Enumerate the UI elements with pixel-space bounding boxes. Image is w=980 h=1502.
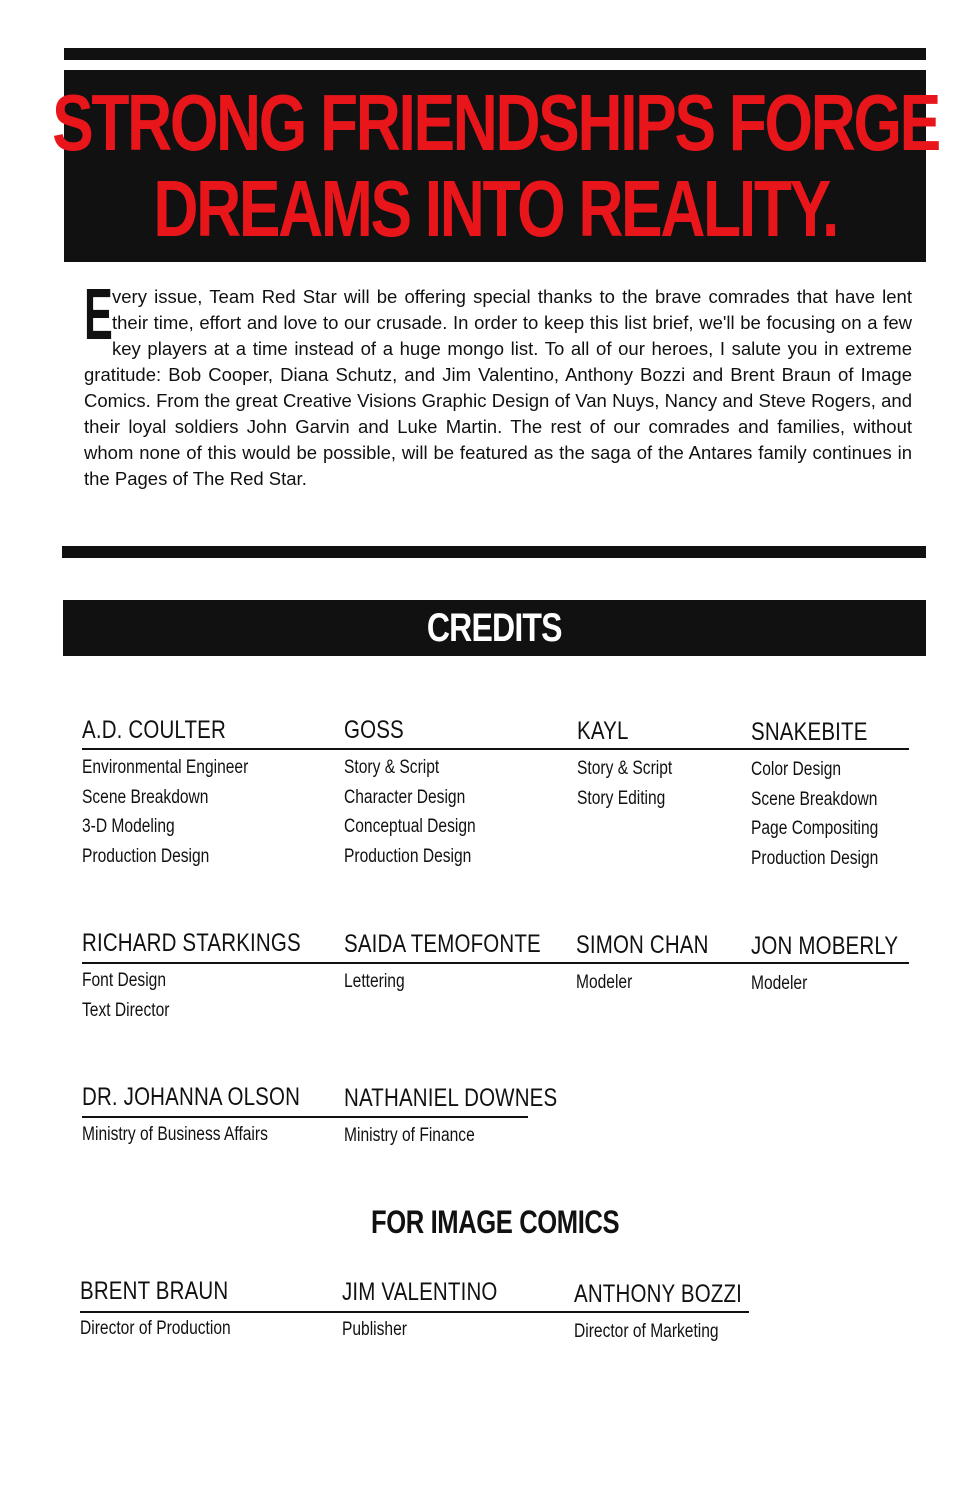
credit-name: RICHARD STARKINGS xyxy=(82,929,301,957)
top-rule xyxy=(64,48,926,60)
credit-role: Modeler xyxy=(751,973,808,994)
credits-row-1-rule xyxy=(82,748,909,750)
credits-heading-bar xyxy=(63,600,926,656)
credit-name: BRENT BRAUN xyxy=(80,1277,229,1305)
credit-role: Director of Production xyxy=(80,1318,231,1339)
credit-role: Story & Script xyxy=(344,757,440,778)
credit-role: Ministry of Finance xyxy=(344,1125,475,1146)
image-comics-heading: FOR IMAGE COMICS xyxy=(370,1204,620,1240)
credit-name: JIM VALENTINO xyxy=(342,1278,498,1306)
drop-cap: E xyxy=(84,275,113,355)
image-comics-rule xyxy=(80,1311,749,1313)
credit-role: Production Design xyxy=(82,845,210,867)
credit-role: Scene Breakdown xyxy=(751,788,878,810)
credit-role: Publisher xyxy=(342,1319,407,1340)
credit-role: Scene Breakdown xyxy=(82,786,209,808)
credits-heading: CREDITS xyxy=(427,605,562,650)
credit-role: 3-D Modeling xyxy=(82,816,175,837)
credit-name: GOSS xyxy=(344,716,404,744)
credit-entry xyxy=(577,716,693,813)
credit-role: Modeler xyxy=(576,972,633,993)
credit-role: Production Design xyxy=(751,847,879,869)
credit-name: SAIDA TEMOFONTE xyxy=(344,930,541,958)
headline-line-1: STRONG FRIENDSHIPS FORGE xyxy=(51,78,939,167)
credit-name: JON MOBERLY xyxy=(751,932,899,960)
credit-role: Environmental Engineer xyxy=(82,757,249,778)
intro-paragraph xyxy=(84,275,912,492)
middle-rule xyxy=(62,546,926,558)
credit-role: Conceptual Design xyxy=(344,816,476,837)
credit-role: Text Director xyxy=(82,999,170,1021)
credits-row-3-rule xyxy=(82,1116,528,1118)
credit-role: Director of Marketing xyxy=(574,1321,719,1342)
credit-role: Story & Script xyxy=(577,758,673,779)
credit-name: KAYL xyxy=(577,717,629,745)
credit-entry xyxy=(344,715,505,871)
credit-name: SIMON CHAN xyxy=(576,931,709,959)
credit-entry xyxy=(751,931,931,999)
credit-role: Ministry of Business Affairs xyxy=(82,1124,268,1145)
credit-entry xyxy=(751,717,906,873)
credit-role: Font Design xyxy=(82,970,167,991)
credit-role: Page Compositing xyxy=(751,818,879,839)
credit-name: SNAKEBITE xyxy=(751,718,868,746)
credit-entry xyxy=(82,928,349,1025)
intro-text: very issue, Team Red Star will be offering special thanks to the brave comrades that have lent their time, effort and love to our crusade. In order to keep this list brief, we'll be focusing on a few key players at a time instead of a huge mongo list. To all of our heroes, I salute you in extreme gratitude: Bob Cooper, Diana Schutz, and Jim Valentino, Anthony Bozzi and Brent Braun of Image Comics. From the great Creative Visions Graphic Design of Van Nuys, Nancy and Steve Rogers, and their loyal soldiers John Garvin and Luke Martin. The rest of our comrades and families, without whom none of this would be possible, will be featured as the saga of the Antares family continues in the Pages of The Red Star. xyxy=(84,286,912,489)
headline-line-2: DREAMS INTO REALITY. xyxy=(153,164,837,253)
credit-role: Story Editing xyxy=(577,787,666,809)
image-comics-entry xyxy=(80,1276,264,1344)
credit-name: A.D. COULTER xyxy=(82,716,226,744)
headline-banner xyxy=(51,70,939,262)
credit-entry xyxy=(82,715,285,871)
credits-row-2-rule xyxy=(82,962,909,964)
credit-role: Lettering xyxy=(344,971,405,992)
credit-name: NATHANIEL DOWNES xyxy=(344,1084,558,1112)
credit-role: Production Design xyxy=(344,845,472,867)
credit-role: Color Design xyxy=(751,759,842,780)
credit-name: DR. JOHANNA OLSON xyxy=(82,1083,301,1111)
credit-role: Character Design xyxy=(344,786,466,808)
credit-name: ANTHONY BOZZI xyxy=(574,1280,743,1308)
